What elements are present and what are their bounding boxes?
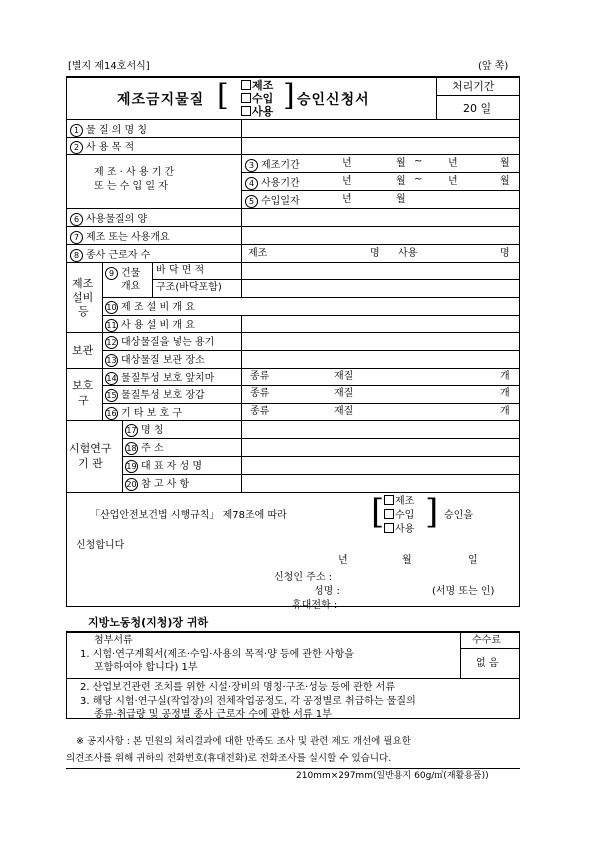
row-period-label-2: 또 는 수 입 일 자 xyxy=(94,181,168,192)
unit-label: 개 xyxy=(500,388,510,399)
use-equipment: 11 사 용 설 비 개 요 xyxy=(106,320,195,331)
facility-group-3: 등 xyxy=(78,305,89,318)
year-label: 년 xyxy=(342,194,352,205)
rule xyxy=(460,648,520,649)
applicant-address: 신청인 주소 : xyxy=(274,572,333,583)
people-label: 명 xyxy=(370,248,380,259)
attachment-2: 2. 산업보건관련 조치를 위한 시설·장비의 명칭·구조·성능 등에 관한 서류 xyxy=(80,682,395,693)
import-date: 5 수입일자 xyxy=(245,195,300,208)
material-label: 재질 xyxy=(334,388,354,399)
law-reference: 「산업안전보건법 시행규칙」 제78조에 따라 xyxy=(90,510,287,521)
fee-value: 없 음 xyxy=(476,658,499,669)
row-substance-name: 1 물 질 의 명 칭 xyxy=(70,124,147,137)
attachments-label: 첨부서류 xyxy=(94,635,133,646)
rule xyxy=(122,456,520,457)
material-label: 재질 xyxy=(334,406,354,417)
protective-group-1: 보호 xyxy=(72,379,94,392)
col-rule xyxy=(241,119,242,298)
date-month: 월 xyxy=(402,555,412,566)
type-label: 종류 xyxy=(250,388,270,399)
phone-label: 휴대전화 : xyxy=(292,600,338,611)
rule xyxy=(102,297,520,298)
year-label: 년 xyxy=(448,158,458,169)
use-period: 4 사용기간 xyxy=(245,177,300,190)
processing-label: 처리기간 xyxy=(452,80,495,93)
rule xyxy=(66,368,520,369)
page-side: (앞 쪽) xyxy=(478,61,509,72)
building-label-1: 9 건물 xyxy=(105,267,140,280)
rule xyxy=(66,262,520,263)
workers-mfg: 제조 xyxy=(248,248,268,259)
month-label: 월 xyxy=(396,158,406,169)
rule xyxy=(66,678,520,679)
col-rule xyxy=(152,262,153,297)
facility-group-1: 제조 xyxy=(72,277,94,290)
title-suffix: 승인신청서 xyxy=(297,92,370,108)
paper-spec: 210mm×297mm(일반용지 60g/㎡(재활용품)) xyxy=(296,771,489,781)
rule xyxy=(66,137,520,138)
decl-option-3: 사용 xyxy=(384,523,414,535)
institution-group-2: 기 관 xyxy=(78,457,103,470)
rule xyxy=(66,420,520,421)
signature-label: (서명 또는 인) xyxy=(432,586,495,597)
rule xyxy=(66,119,520,120)
form-number: [별지 제14호서식] xyxy=(68,61,150,72)
year-label: 년 xyxy=(448,176,458,187)
mfg-equipment: 10 제 조 설 비 개 요 xyxy=(106,302,195,313)
rule xyxy=(122,438,520,439)
type-label: 종류 xyxy=(250,371,270,382)
rule xyxy=(102,403,520,404)
row-purpose: 2 사 용 목 적 xyxy=(70,141,134,154)
rule xyxy=(241,190,520,191)
year-label: 년 xyxy=(342,176,352,187)
rule xyxy=(66,631,520,633)
recipient: 지방노동청(지청)장 귀하 xyxy=(88,616,209,629)
row-quantity: 6 사용물질의 양 xyxy=(70,213,147,226)
unit-label: 개 xyxy=(500,371,510,382)
row-workers: 8 종사 근로자 수 xyxy=(70,249,150,262)
rule xyxy=(66,154,520,155)
table-left xyxy=(66,76,67,606)
facility-group-2: 설비 xyxy=(72,291,94,304)
storage-place: 13 대상물질 보관 장소 xyxy=(106,355,205,366)
tilde: ~ xyxy=(414,174,423,185)
month-label: 월 xyxy=(500,176,510,187)
floor-area: 바 닥 면 적 xyxy=(156,265,205,276)
storage-group: 보관 xyxy=(72,344,94,357)
row-period-label-1: 제 조 · 사 용 기 간 xyxy=(94,167,175,178)
attachment-3b: 종류·취급량 및 공정별 종사 근로자 수에 관한 서류 1부 xyxy=(94,709,332,720)
decl-bracket-left: [ xyxy=(371,492,385,532)
rule xyxy=(66,208,520,209)
rule xyxy=(152,279,520,280)
title-option-1: 제조 xyxy=(241,80,273,91)
people-label: 명 xyxy=(500,248,510,259)
processing-mid xyxy=(436,95,519,96)
table-right xyxy=(519,76,520,606)
protective-gloves: 15 물질투성 보호 장갑 xyxy=(106,390,205,401)
rule xyxy=(66,244,520,245)
type-label: 종류 xyxy=(250,406,270,417)
processing-value: 20 일 xyxy=(463,102,492,115)
workers-use: 사용 xyxy=(398,248,418,259)
attach-left xyxy=(66,631,67,719)
rule xyxy=(102,385,520,386)
structure: 구조(바닥포함) xyxy=(156,282,222,293)
notice-line-1: ※ 공지사항 : 본 민원의 처리결과에 대한 만족도 조사 및 관련 제도 개선에 필요한 xyxy=(76,736,411,747)
fee-label: 수수료 xyxy=(472,635,501,646)
decl-bracket-right: ] xyxy=(425,492,439,532)
title-main: 제조금지물질 xyxy=(117,92,205,108)
notice-rule xyxy=(66,768,520,769)
date-day: 일 xyxy=(468,555,478,566)
request-text: 신청합니다 xyxy=(76,540,125,551)
rule xyxy=(102,350,520,351)
decl-option-2: 수입 xyxy=(384,509,414,521)
rule xyxy=(66,226,520,227)
attachment-1b: 포함하여야 합니다) 1부 xyxy=(94,662,198,673)
protective-apron: 14 물질투성 보호 앞치마 xyxy=(106,373,215,384)
unit-label: 개 xyxy=(500,406,510,417)
institution-notes: 20 참 고 사 항 xyxy=(126,479,190,490)
col-rule xyxy=(241,315,242,492)
building-label-2: 개요 xyxy=(121,281,141,292)
processing-divider xyxy=(436,76,437,119)
institution-group-1: 시험연구 xyxy=(69,442,112,455)
protective-other: 16 기 타 보 호 구 xyxy=(106,408,183,419)
rule xyxy=(66,492,520,493)
approval-text: 승인을 xyxy=(444,510,473,521)
mfg-period: 3 제조기간 xyxy=(245,159,300,172)
rule xyxy=(66,332,520,333)
bracket-right: ] xyxy=(283,78,295,113)
decl-option-1: 제조 xyxy=(384,495,414,507)
title-option-3: 사용 xyxy=(241,106,273,117)
bracket-left: [ xyxy=(217,78,229,113)
year-label: 년 xyxy=(342,158,352,169)
date-year: 년 xyxy=(338,555,348,566)
tilde: ~ xyxy=(414,156,423,167)
month-label: 월 xyxy=(396,194,406,205)
institution-name: 17 명 칭 xyxy=(126,425,164,436)
institution-rep: 19 대 표 자 성 명 xyxy=(126,461,203,472)
rule xyxy=(122,474,520,475)
row-outline: 7 제조 또는 사용개요 xyxy=(70,231,170,244)
fee-divider xyxy=(460,631,461,679)
month-label: 월 xyxy=(500,158,510,169)
protective-group-2: 구 xyxy=(78,394,89,407)
attachment-1a: 1. 시험·연구계획서(제조·수입·사용의 목적·양 등에 관한 사항을 xyxy=(80,649,354,660)
storage-container: 12 대상물질을 넣는 용기 xyxy=(106,337,215,348)
institution-address: 18 주 소 xyxy=(126,443,164,454)
col-rule xyxy=(122,420,123,492)
rule xyxy=(102,315,520,316)
rule xyxy=(241,172,520,173)
title-option-2: 수입 xyxy=(241,93,273,104)
month-label: 월 xyxy=(396,176,406,187)
rule xyxy=(66,606,520,607)
applicant-name: 성명 : xyxy=(314,586,340,597)
col-rule xyxy=(102,262,103,421)
attachment-3a: 3. 해당 시험·연구실(작업장)의 전체작업공정도, 각 공정별로 취급하는 물질의 xyxy=(80,696,416,707)
attach-right xyxy=(519,631,520,719)
notice-line-2: 의견조사를 위해 귀하의 전화번호(휴대전화)로 전화조사를 실시할 수 있습니다. xyxy=(66,753,392,764)
material-label: 재질 xyxy=(334,371,354,382)
